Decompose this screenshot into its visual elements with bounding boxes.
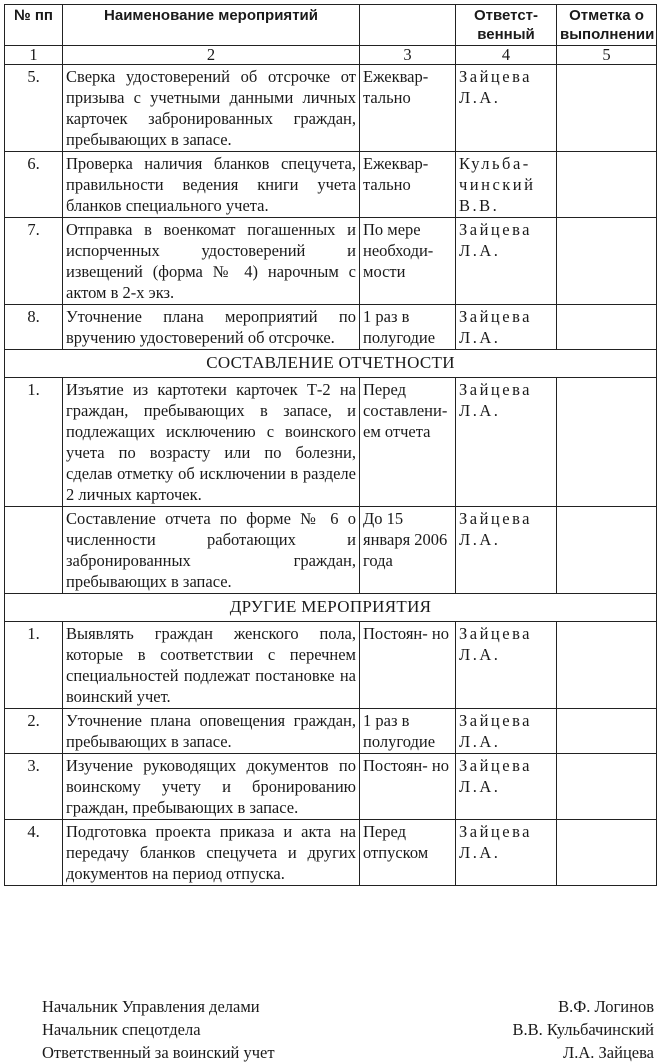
signature-block	[42, 995, 654, 1064]
section-row	[5, 594, 657, 622]
row-text: Изъятие из картотеки карточек Т-2 на граждан, пребывающих в запасе, и подлежащих исключению с воинского учета по возрасту или по болезни, сделав отметку об исключении в разделе 2 личных карточек.	[63, 378, 360, 507]
row-mark	[557, 709, 657, 754]
row-number: 3.	[5, 754, 63, 820]
signature-line	[42, 1041, 654, 1064]
row-responsible: Зайцева Л.А.	[456, 622, 557, 709]
table-row	[5, 622, 657, 709]
row-number: 7.	[5, 218, 63, 305]
row-period: Перед отпуском	[360, 820, 456, 886]
column-index: 3	[360, 46, 456, 65]
row-mark	[557, 754, 657, 820]
row-responsible: Зайцева Л.А.	[456, 305, 557, 350]
row-number	[5, 507, 63, 594]
table-row	[5, 754, 657, 820]
signature-title: Начальник Управления делами	[42, 997, 260, 1016]
row-mark	[557, 65, 657, 152]
row-responsible: Зайцева Л.А.	[456, 65, 557, 152]
row-responsible: Зайцева Л.А.	[456, 820, 557, 886]
column-index: 4	[456, 46, 557, 65]
row-responsible: Зайцева Л.А.	[456, 507, 557, 594]
row-responsible: Кульба- чинский В.В.	[456, 152, 557, 218]
row-period: 1 раз в полугодие	[360, 709, 456, 754]
row-mark	[557, 622, 657, 709]
signature-name: В.Ф. Логинов	[558, 997, 654, 1016]
signature-line	[42, 995, 654, 1018]
row-period: Ежеквар- тально	[360, 65, 456, 152]
row-number: 1.	[5, 378, 63, 507]
plan-table	[4, 4, 657, 886]
row-number: 8.	[5, 305, 63, 350]
row-period: 1 раз в полугодие	[360, 305, 456, 350]
row-text: Изучение руководящих документов по воинскому учету и бронированию граждан, пребывающих в запасе.	[63, 754, 360, 820]
row-number: 6.	[5, 152, 63, 218]
row-mark	[557, 152, 657, 218]
signature-line	[42, 1018, 654, 1041]
row-period: По мере необходи- мости	[360, 218, 456, 305]
row-period: Ежеквар- тально	[360, 152, 456, 218]
section-row	[5, 350, 657, 378]
section-title: ДРУГИЕ МЕРОПРИЯТИЯ	[5, 594, 657, 622]
row-period: Перед составлени- ем отчета	[360, 378, 456, 507]
row-mark	[557, 507, 657, 594]
header-mark: Отметка о выполнении	[557, 5, 657, 46]
signature-name: В.В. Кульбачинский	[512, 1020, 654, 1039]
row-mark	[557, 820, 657, 886]
table-row	[5, 507, 657, 594]
row-text: Уточнение плана оповещения граждан, пребывающих в запасе.	[63, 709, 360, 754]
row-text: Сверка удостоверений об отсрочке от призыва с учетными данными личных карточек забронированных граждан, пребывающих в запасе.	[63, 65, 360, 152]
row-text: Выявлять граждан женского пола, которые в соответствии с перечнем специальностей подлежат постановке на воинский учет.	[63, 622, 360, 709]
row-number: 2.	[5, 709, 63, 754]
row-text: Уточнение плана мероприятий по вручению удостоверений об отсрочке.	[63, 305, 360, 350]
row-mark	[557, 305, 657, 350]
row-period: Постоян- но	[360, 754, 456, 820]
row-period: До 15 января 2006 года	[360, 507, 456, 594]
column-index: 2	[63, 46, 360, 65]
signature-title: Ответственный за воинский учет	[42, 1043, 275, 1062]
row-responsible: Зайцева Л.А.	[456, 709, 557, 754]
row-responsible: Зайцева Л.А.	[456, 754, 557, 820]
section-title: СОСТАВЛЕНИЕ ОТЧЕТНОСТИ	[5, 350, 657, 378]
row-text: Составление отчета по форме № 6 о численности работающих и забронированных граждан, пребывающих в запасе.	[63, 507, 360, 594]
header-period	[360, 5, 456, 46]
signature-name: Л.А. Зайцева	[563, 1043, 654, 1062]
row-responsible: Зайцева Л.А.	[456, 378, 557, 507]
table-row	[5, 218, 657, 305]
header-num: № пп	[5, 5, 63, 46]
row-text: Отправка в военкомат погашенных и испорченных удостоверений и извещений (форма № 4) нарочным с актом в 2-х экз.	[63, 218, 360, 305]
row-responsible: Зайцева Л.А.	[456, 218, 557, 305]
row-number: 4.	[5, 820, 63, 886]
row-number: 5.	[5, 65, 63, 152]
row-mark	[557, 218, 657, 305]
column-index: 1	[5, 46, 63, 65]
table-row	[5, 152, 657, 218]
table-row	[5, 65, 657, 152]
table-row	[5, 378, 657, 507]
row-text: Подготовка проекта приказа и акта на передачу бланков спецучета и других документов на период отпуска.	[63, 820, 360, 886]
table-row	[5, 305, 657, 350]
row-text: Проверка наличия бланков спецучета, правильности ведения книги учета бланков специального учета.	[63, 152, 360, 218]
column-index-row	[5, 46, 657, 65]
row-mark	[557, 378, 657, 507]
row-period: Постоян- но	[360, 622, 456, 709]
table-row	[5, 709, 657, 754]
table-row	[5, 820, 657, 886]
header-responsible: Ответст- венный	[456, 5, 557, 46]
header-name: Наименование мероприятий	[63, 5, 360, 46]
signature-title: Начальник спецотдела	[42, 1020, 201, 1039]
row-number: 1.	[5, 622, 63, 709]
column-index: 5	[557, 46, 657, 65]
header-row	[5, 5, 657, 46]
